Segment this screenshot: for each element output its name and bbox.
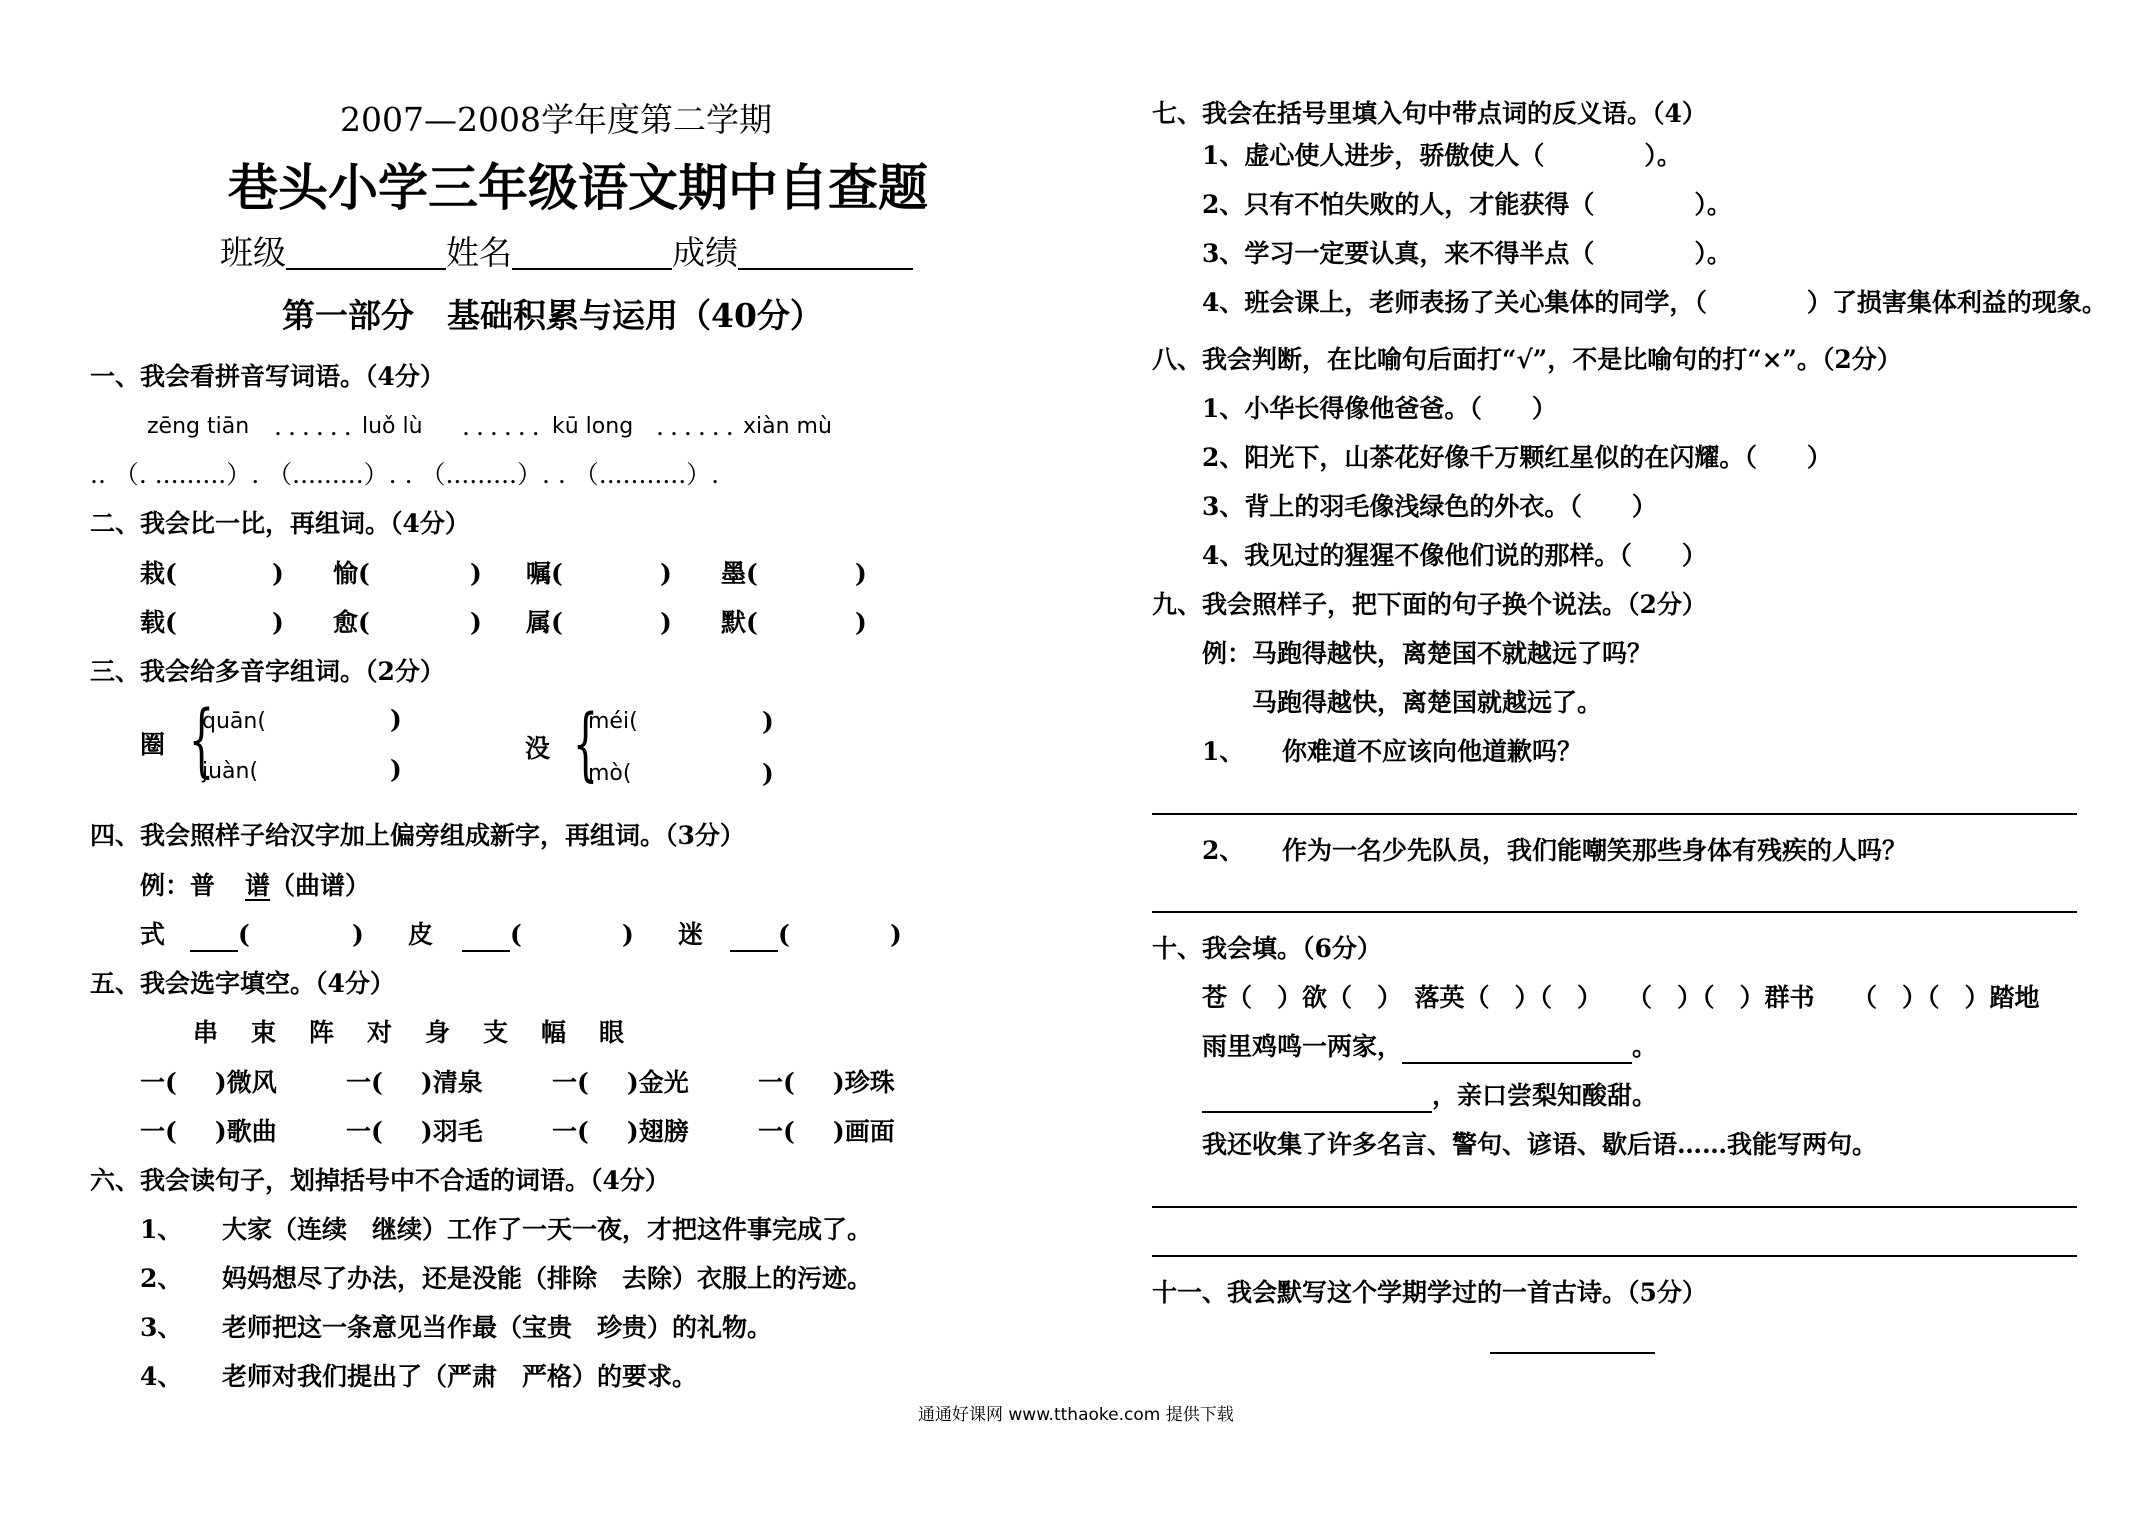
q2-title: 二、我会比一比，再组词。（4分） [90,509,470,538]
q10-title: 十、我会填。（6分） [1152,934,1382,963]
q3-title: 三、我会给多音字组词。（2分） [90,657,445,686]
q1-title: 一、我会看拼音写词语。（4分） [90,362,445,391]
q3-reading[interactable]: juàn( [202,759,259,784]
q9-num: 2、 [1202,836,1245,865]
q2-item[interactable]: 嘱( [526,559,563,588]
q2-item[interactable]: 属( [526,608,563,637]
name-label: 姓名 [446,233,512,272]
q10-line-2[interactable]: 雨里鸡鸣一两家， 。 [1202,1030,1657,1064]
q6-sentence[interactable]: 老师把这一条意见当作最（宝贵 珍贵）的礼物。 [222,1313,773,1342]
student-info [220,233,913,272]
q1-pinyin-4: xiàn mù [743,414,832,439]
q3-char-1: 圈 [140,730,166,759]
q5-blank[interactable]: 一( )金光 [552,1068,689,1097]
q4-example: 例：普 谱（曲谱） [140,871,371,900]
q9-title: 九、我会照样子，把下面的句子换个说法。（2分） [1152,590,1707,619]
q2-close: ) [272,608,284,637]
q8-title: 八、我会判断，在比喻句后面打“√”，不是比喻句的打“×”。（2分） [1152,345,1902,374]
q9-answer-line[interactable] [1152,911,2077,913]
q7-item[interactable]: 1、虚心使人进步，骄傲使人（ ）。 [1202,141,1682,170]
q5-blank[interactable]: 一( )羽毛 [346,1117,483,1146]
q2-item[interactable]: 愉( [333,559,370,588]
q7-item[interactable]: 4、班会课上，老师表扬了关心集体的同学，（ ）了损害集体利益的现象。 [1202,288,2107,317]
q4-close: ) [890,920,902,949]
q2-close: ) [660,559,672,588]
q5-blank[interactable]: 一( )翅膀 [552,1117,689,1146]
q2-item[interactable]: 栽( [140,559,177,588]
q7-title: 七、我会在括号里填入句中带点词的反义语。（4） [1152,99,1707,128]
q5-blank[interactable]: 一( )珍珠 [758,1068,895,1097]
q3-reading[interactable]: méi( [588,709,638,734]
q2-item[interactable]: 愈( [333,608,370,637]
q10-answer-line[interactable] [1152,1255,2077,1257]
q2-close: ) [470,608,482,637]
q4-char: 式 [140,920,166,949]
q11-title: 十一、我会默写这个学期学过的一首古诗。（5分） [1152,1278,1707,1307]
q2-item[interactable]: 默( [721,608,758,637]
q3-close: ) [762,759,774,788]
q10-idioms[interactable]: 苍（ ）欲（ ） 落英（ ）（ ） （ ）（ ）群书 （ ）（ ）踏地 [1202,983,2040,1012]
q6-sentence[interactable]: 妈妈想尽了办法，还是没能（排除 去除）衣服上的污迹。 [222,1264,873,1293]
brace-icon: { [188,693,215,786]
q5-options: 串 束 阵 对 身 支 幅 眼 [193,1018,629,1047]
q2-close: ) [855,559,867,588]
q1-pinyin-1: zēng tiān [147,414,250,439]
q2-close: ) [855,608,867,637]
name-field[interactable] [512,238,672,270]
q2-close: ) [660,608,672,637]
school-year: 2007—2008学年度第二学期 [340,100,772,139]
q6-sentence[interactable]: 大家（连续 继续）工作了一天一夜，才把这件事完成了。 [222,1215,873,1244]
class-label: 班级 [220,233,286,272]
q3-close: ) [390,755,402,784]
score-field[interactable] [738,238,913,270]
q6-num: 4、 [140,1362,183,1391]
q4-title: 四、我会照样子给汉字加上偏旁组成新字，再组词。（3分） [90,821,745,850]
q9-question: 你难道不应该向他道歉吗？ [1282,737,1583,766]
q3-char-2: 没 [525,734,551,763]
q10-line-4: 我还收集了许多名言、警句、谚语、歇后语……我能写两句。 [1202,1130,1878,1159]
class-field[interactable] [286,238,446,270]
q6-num: 1、 [140,1215,183,1244]
brace-icon: { [572,697,599,790]
q3-close: ) [390,705,402,734]
q2-item[interactable]: 载( [140,608,177,637]
q10-line-3[interactable]: ，亲口尝梨知酸甜。 [1202,1079,1657,1113]
q9-example-1: 例：马跑得越快，离楚国不就越远了吗？ [1202,639,1653,668]
q1-answer-boxes[interactable]: .. （. .........）. （.........）. . （.........）. . （...........）. [90,460,720,489]
q7-item[interactable]: 2、只有不怕失败的人，才能获得（ ）。 [1202,190,1732,219]
q4-close: ) [622,920,634,949]
q2-close: ) [470,559,482,588]
q1-dots: ...... [462,412,546,441]
q9-question: 作为一名少先队员，我们能嘲笑那些身体有残疾的人吗？ [1282,836,1908,865]
q2-close: ) [272,559,284,588]
q6-sentence[interactable]: 老师对我们提出了（严肃 严格）的要求。 [222,1362,698,1391]
q4-char: 迷 [678,920,704,949]
q6-num: 3、 [140,1313,183,1342]
q9-example-2: 马跑得越快，离楚国就越远了。 [1252,688,1603,717]
score-label: 成绩 [672,233,738,272]
q9-answer-line[interactable] [1152,813,2077,815]
q8-item[interactable]: 3、背上的羽毛像浅绿色的外衣。（ ） [1202,492,1657,521]
q5-title: 五、我会选字填空。（4分） [90,969,395,998]
page-title: 巷头小学三年级语文期中自查题 [228,158,928,217]
q8-item[interactable]: 2、阳光下，山茶花好像千万颗红星似的在闪耀。（ ） [1202,443,1832,472]
q5-blank[interactable]: 一( )画面 [758,1117,895,1146]
q3-reading[interactable]: mò( [588,761,632,786]
q4-blank[interactable]: ( [462,918,522,952]
q9-num: 1、 [1202,737,1245,766]
q4-blank[interactable]: ( [730,918,790,952]
q1-dots: ...... [656,412,740,441]
q6-num: 2、 [140,1264,183,1293]
q2-item[interactable]: 墨( [721,559,758,588]
q10-answer-line[interactable] [1152,1206,2077,1208]
q1-pinyin-3: kū long [552,414,634,439]
part1-heading: 第一部分 基础积累与运用（40分） [282,296,823,335]
q4-blank[interactable]: ( [190,918,250,952]
footer-credit: 通通好课网 www.tthaoke.com 提供下载 [918,1405,1234,1425]
q3-reading[interactable]: quān( [202,709,266,734]
q3-close: ) [762,707,774,736]
q8-item[interactable]: 1、小华长得像他爸爸。（ ） [1202,394,1557,423]
q5-blank[interactable]: 一( )清泉 [346,1068,483,1097]
q1-pinyin-2: luǒ lù [362,414,423,439]
q11-answer-line[interactable] [1490,1352,1655,1354]
q4-char: 皮 [408,920,434,949]
q8-item[interactable]: 4、我见过的猩猩不像他们说的那样。（ ） [1202,541,1707,570]
q7-item[interactable]: 3、学习一定要认真，来不得半点（ ）。 [1202,239,1732,268]
q6-title: 六、我会读句子，划掉括号中不合适的词语。（4分） [90,1166,670,1195]
q5-blank[interactable]: 一( )微风 [140,1068,277,1097]
q4-close: ) [352,920,364,949]
q1-dots: ...... [274,412,358,441]
q5-blank[interactable]: 一( )歌曲 [140,1117,277,1146]
